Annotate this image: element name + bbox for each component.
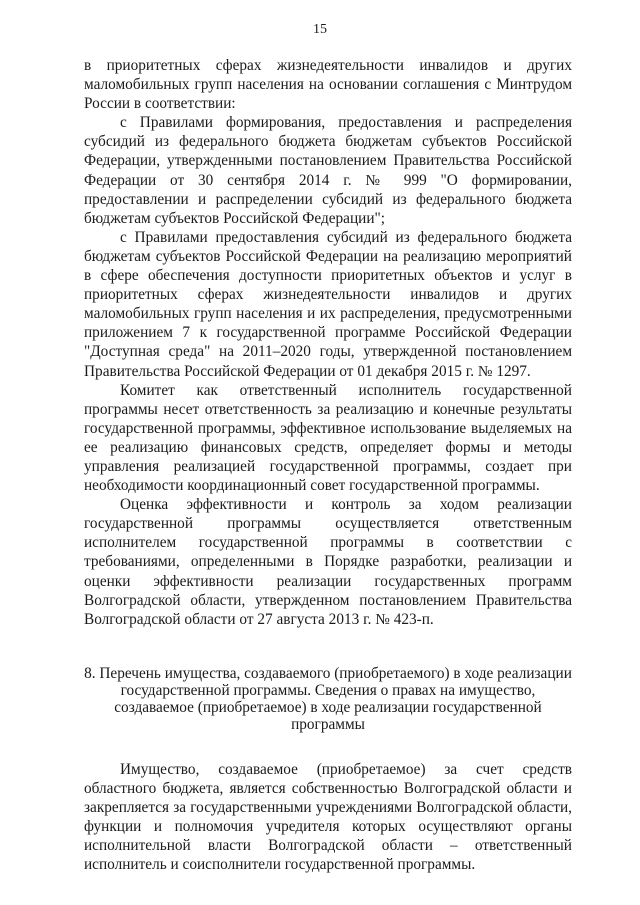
document-body [84, 56, 572, 874]
page-number: 15 [313, 22, 327, 37]
paragraph-2: с Правилами формирования, предоставления и распределения субсидий из федерального бюджета бюджетам субъектов Российской Федерации, утвержденными постановлением Правительства Российской Федерации от 30 сентября 2014 г. № 999 "О формировании, предоставлении и распределении субсидий из федерального бюджета бюджетам субъектов Российской Федерации"; [84, 114, 572, 227]
paragraph-1: в приоритетных сферах жизнедеятельности инвалидов и других маломобильных групп населения на основании соглашения с Минтрудом России в соответствии: [84, 57, 572, 113]
paragraph-4: Комитет как ответственный исполнитель государственной программы несет ответственность за реализацию и конечные результаты государственной программы, эффективное использование выделяемых на ее реализацию финансовых средств, определяет формы и методы управления реализацией государственной программы, создает при необходимости координационный совет государственной программы. [84, 381, 572, 495]
paragraph-3: с Правилами предоставления субсидий из федерального бюджета бюджетам субъектов Российской Федерации на реализацию мероприятий в сфере обеспечения доступности приоритетных объектов и услуг в приоритетных сферах жизнедеятельности инвалидов и других маломобильных групп населения и их распределения, предусмотренными приложением 7 к государственной программе Российской Федерации "Доступная среда" на 2011–2020 годы, утвержденной постановлением Правительства Российской Федерации от 01 декабря 2015 г. № 1297. [84, 228, 572, 380]
paragraph-6: Имущество, создаваемое (приобретаемое) за счет средств областного бюджета, является собственностью Волгоградской области и закрепляется за государственными учреждениями Волгоградской области, функции и полномочия учредителя которых осуществляют органы исполнительной власти Волгоградской области – ответственный исполнитель и соисполнители государственной программы. [84, 760, 572, 874]
paragraph-5: Оценка эффективности и контроль за ходом реализации государственной программы осуществляется ответственным исполнителем государственной программы в соответствии с требованиями, определенными в Порядке разработки, реализации и оценки эффективности реализации государственных программ Волгоградской области, утвержденном постановлением Правительства Волгоградской области от 27 августа 2013 г. № 423-п. [84, 496, 572, 628]
section-heading: 8. Перечень имущества, создаваемого (приобретаемого) в ходе реализации государственной программы. Сведения о правах на имущество, создаваемое (приобретаемое) в ходе реализации государственной программы [84, 664, 572, 733]
